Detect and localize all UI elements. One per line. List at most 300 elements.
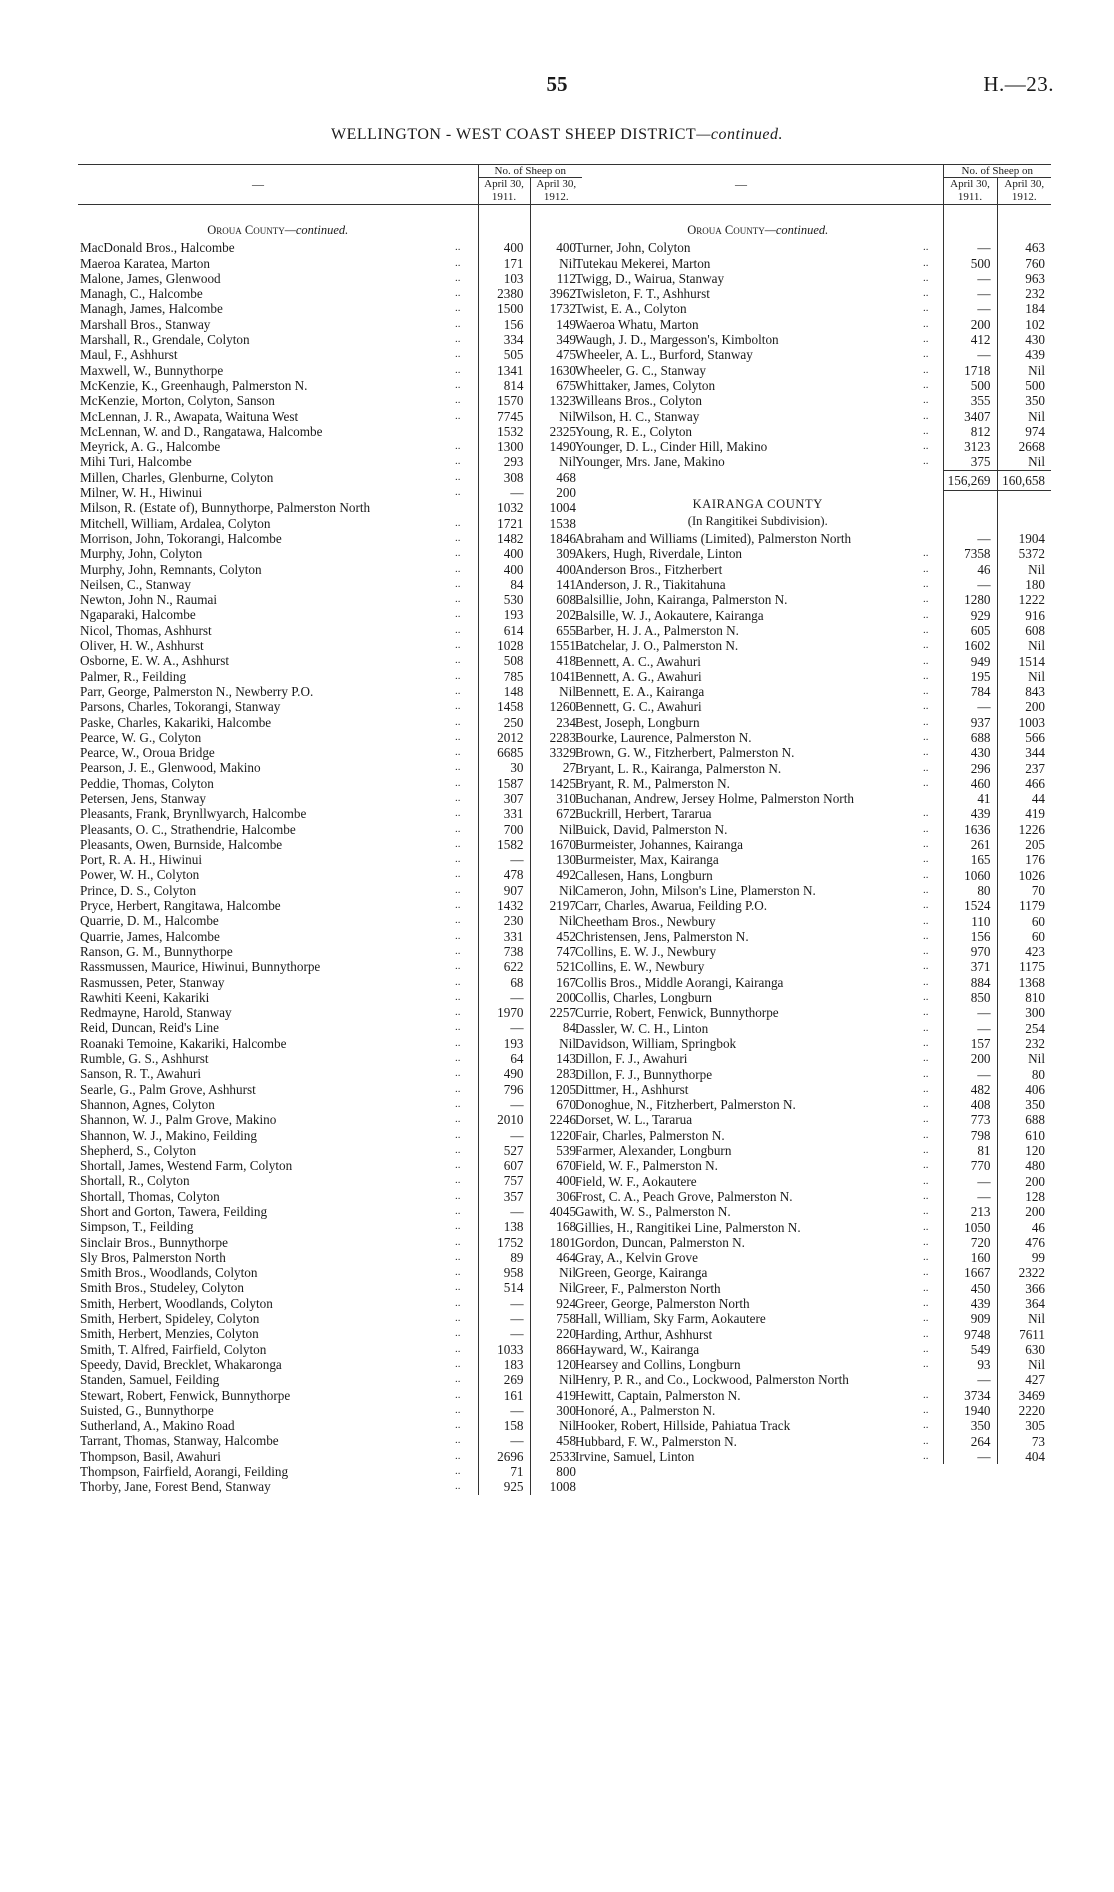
leader-dots: .. — [455, 1449, 461, 1462]
sheep-1911: 909 — [943, 1311, 997, 1326]
holder-name: Shepherd, S., Colyton — [80, 1142, 197, 1158]
sheep-1911: 505 — [478, 347, 530, 362]
table-row — [573, 699, 1051, 714]
sheep-1911: 331 — [478, 806, 530, 821]
leader-dots: .. — [923, 731, 929, 743]
holder-name: Petersen, Jens, Stanway — [80, 790, 206, 806]
sheep-1912: 1538 — [530, 516, 582, 531]
table-row — [78, 577, 582, 592]
sheep-1911: — — [943, 301, 997, 316]
leader-dots: .. — [923, 1189, 929, 1202]
sheep-1911: 331 — [478, 929, 530, 944]
sheep-1912: 2220 — [997, 1403, 1051, 1418]
leader-dots: .. — [455, 378, 461, 391]
sheep-1912: 2668 — [997, 439, 1051, 454]
holder-name: McLennan, J. R., Awapata, Waituna West — [80, 408, 299, 424]
holder-name: Anderson Bros., Fitzherbert — [575, 561, 723, 577]
leader-dots: .. — [455, 899, 461, 912]
table-row — [573, 730, 1051, 745]
table-row — [78, 1250, 582, 1265]
sheep-1912: 283 — [530, 1066, 582, 1081]
leader-dots: .. — [455, 715, 461, 728]
holder-name: Carr, Charles, Awarua, Feilding P.O. — [575, 898, 768, 914]
holder-name: Pearce, W. G., Colyton — [80, 729, 202, 745]
leader-dots: .. — [923, 1388, 929, 1401]
sheep-1912: 476 — [997, 1235, 1051, 1250]
table-row — [573, 1372, 1051, 1387]
sheep-1911: 158 — [478, 1418, 530, 1433]
table-row — [78, 913, 582, 928]
sheep-1911: 850 — [943, 990, 997, 1005]
sheep-1912: 2283 — [530, 730, 582, 745]
table-row — [573, 378, 1051, 393]
sheep-1911: 156 — [943, 929, 997, 944]
total-row — [573, 470, 1051, 490]
sheep-1912: 176 — [997, 852, 1051, 867]
table-row — [78, 699, 582, 714]
holder-name: Frost, C. A., Peach Grove, Palmerston N. — [575, 1188, 793, 1204]
holder-name: Millen, Charles, Glenburne, Colyton — [80, 469, 274, 485]
holder-name: Rawhiti Keeni, Kakariki — [80, 989, 210, 1005]
holder-name: Speedy, David, Brecklet, Whakaronga — [80, 1356, 282, 1372]
table-row — [78, 1372, 582, 1387]
holder-name: Gray, A., Kelvin Grove — [575, 1250, 698, 1266]
leader-dots: .. — [923, 593, 929, 606]
table-row — [78, 1082, 582, 1097]
table-row — [78, 1020, 582, 1035]
leader-dots: .. — [923, 1220, 929, 1233]
holder-name: Balsille, W. J., Aokautere, Kairanga — [575, 607, 764, 623]
holder-name: Maeroa Karatea, Marton — [80, 255, 210, 271]
table-row — [78, 745, 582, 760]
holder-name: Palmer, R., Feilding — [80, 668, 187, 684]
holder-name: Collins, E. W., Newbury — [575, 959, 705, 975]
leader-dots: .. — [923, 1419, 929, 1432]
table-row — [78, 653, 582, 668]
table-row — [78, 1311, 582, 1326]
holder-name: Osborne, E. W. A., Ashhurst — [80, 653, 230, 669]
table-row — [78, 424, 582, 439]
sheep-1912: 205 — [997, 837, 1051, 852]
sheep-1911: — — [478, 1311, 530, 1326]
sheep-1911: 605 — [943, 623, 997, 638]
sheep-1912: 200 — [530, 990, 582, 1005]
sheep-1912: 306 — [530, 1189, 582, 1204]
sheep-1912: 1205 — [530, 1082, 582, 1097]
sheep-1911: 1940 — [943, 1403, 997, 1418]
holder-name: Fair, Charles, Palmerston N. — [575, 1127, 725, 1143]
holder-name: Callesen, Hans, Longburn — [575, 867, 713, 883]
sheep-1912: Nil — [530, 1372, 582, 1387]
holder-name: Pleasants, Frank, Brynllwyarch, Halcombe — [80, 806, 307, 822]
sheep-1912: 924 — [530, 1296, 582, 1311]
leader-dots: .. — [923, 868, 929, 881]
table-row — [573, 791, 1051, 806]
sheep-1912: Nil — [530, 1280, 582, 1295]
sheep-1912: 843 — [997, 684, 1051, 699]
sheep-1912: 130 — [530, 852, 582, 867]
table-row — [573, 1281, 1051, 1296]
sheep-1912: 747 — [530, 944, 582, 959]
leader-dots: .. — [455, 1021, 461, 1034]
table-row — [78, 730, 582, 745]
sheep-1911: — — [943, 577, 997, 592]
table-row — [573, 347, 1051, 362]
holder-name: Wheeler, G. C., Stanway — [575, 362, 706, 378]
sheep-1911: 958 — [478, 1265, 530, 1280]
sheep-1912: Nil — [530, 1418, 582, 1433]
table-row — [573, 1158, 1051, 1173]
table-row — [573, 1434, 1051, 1449]
sheep-1912: 310 — [530, 791, 582, 806]
page-heading — [0, 126, 1114, 144]
holder-name: Greer, George, Palmerston North — [575, 1295, 750, 1311]
sheep-1911: 784 — [943, 684, 997, 699]
table-row — [78, 454, 582, 469]
leader-dots: .. — [455, 1357, 461, 1370]
holder-name: Sanson, R. T., Awahuri — [80, 1066, 202, 1082]
sheep-1912: 84 — [530, 1020, 582, 1035]
holder-name: Smith Bros., Studeley, Colyton — [80, 1280, 244, 1296]
leader-dots: .. — [923, 394, 929, 407]
table-row — [573, 654, 1051, 669]
holder-name: Gillies, H., Rangitikei Line, Palmerston N. — [575, 1219, 801, 1235]
leader-dots: .. — [923, 271, 929, 284]
leader-dots: .. — [455, 807, 461, 820]
holder-name: Quarrie, D. M., Halcombe — [80, 913, 219, 929]
table-row — [78, 623, 582, 638]
table-row — [78, 791, 582, 806]
section-heading — [78, 213, 582, 240]
section-suffix: —continued. — [284, 223, 349, 237]
leader-dots: .. — [923, 1036, 929, 1049]
leader-dots: .. — [923, 424, 929, 437]
sheep-1911: 30 — [478, 760, 530, 775]
sheep-1912: Nil — [530, 684, 582, 699]
sheep-1911: 71 — [478, 1464, 530, 1479]
leader-dots: .. — [923, 776, 929, 789]
sheep-1912: 237 — [997, 761, 1051, 776]
leader-dots: .. — [455, 455, 461, 468]
sheep-1912: 350 — [997, 393, 1051, 408]
sheep-1911: 230 — [478, 913, 530, 928]
left-table — [78, 164, 582, 1495]
sheep-1912: 418 — [530, 653, 582, 668]
leader-dots: .. — [923, 929, 929, 942]
sheep-1912: 364 — [997, 1296, 1051, 1311]
table-row — [78, 1388, 582, 1403]
table-row — [573, 1051, 1051, 1066]
leader-dots: .. — [923, 822, 929, 835]
sheep-1911: — — [478, 990, 530, 1005]
sheep-1911: — — [478, 1204, 530, 1219]
table-row — [78, 1479, 582, 1494]
table-row — [573, 623, 1051, 638]
sheep-1912: 400 — [530, 562, 582, 577]
leader-dots: .. — [923, 256, 929, 269]
leader-dots: .. — [455, 562, 461, 575]
holder-name: Rasmussen, Peter, Stanway — [80, 974, 225, 990]
holder-name: Collis Bros., Middle Aorangi, Kairanga — [575, 974, 784, 990]
table-row — [573, 1250, 1051, 1265]
header-col-1911: April 30, 1911. — [478, 178, 530, 205]
sheep-1911: 688 — [943, 730, 997, 745]
table-row — [573, 1174, 1051, 1189]
sheep-1911: 355 — [943, 393, 997, 408]
leader-dots: .. — [923, 1312, 929, 1325]
sheep-1912: Nil — [530, 1265, 582, 1280]
sheep-1912: 1323 — [530, 393, 582, 408]
table-row — [78, 439, 582, 454]
table-row — [78, 1005, 582, 1020]
sheep-1911: 200 — [943, 1051, 997, 1066]
sheep-1911: 738 — [478, 944, 530, 959]
header-group: No. of Sheep on — [478, 165, 582, 178]
sheep-1911: 907 — [478, 883, 530, 898]
sheep-1911: 68 — [478, 975, 530, 990]
sheep-1912: 2246 — [530, 1112, 582, 1127]
sheep-1911: 64 — [478, 1051, 530, 1066]
holder-name: Davidson, William, Springbok — [575, 1035, 737, 1051]
sheep-1912: 80 — [997, 1067, 1051, 1082]
table-row — [78, 409, 582, 424]
sheep-1912: Nil — [530, 256, 582, 271]
sheep-1911: 93 — [943, 1357, 997, 1372]
sheep-1912: Nil — [997, 638, 1051, 653]
sheep-1911: 1524 — [943, 898, 997, 913]
table-row — [573, 776, 1051, 791]
leader-dots: .. — [455, 516, 461, 529]
holder-name: Short and Gorton, Tawera, Feilding — [80, 1204, 268, 1219]
sheep-1911: 814 — [478, 378, 530, 393]
sheep-1911: 460 — [943, 776, 997, 791]
leader-dots: .. — [455, 730, 461, 743]
leader-dots: .. — [455, 623, 461, 636]
sheep-1912: 492 — [530, 867, 582, 882]
leader-dots: .. — [455, 1281, 461, 1294]
holder-name: Farmer, Alexander, Longburn — [575, 1143, 732, 1159]
holder-name: Smith, Herbert, Menzies, Colyton — [80, 1326, 259, 1342]
sheep-1911: 514 — [478, 1280, 530, 1295]
sheep-1911: 3123 — [943, 439, 997, 454]
sheep-1911: 527 — [478, 1143, 530, 1158]
holder-name: Shortall, Thomas, Colyton — [80, 1188, 220, 1204]
sheep-1911: 1060 — [943, 868, 997, 883]
leader-dots: .. — [455, 470, 461, 483]
holder-name: Malone, James, Glenwood — [80, 270, 221, 286]
holder-name: Bennett, A. G., Awahuri — [575, 668, 702, 684]
holder-name: Hearsey and Collins, Longburn — [575, 1357, 741, 1373]
sheep-1912: 655 — [530, 623, 582, 638]
sheep-1912: 128 — [997, 1189, 1051, 1204]
holder-name: Quarrie, James, Halcombe — [80, 928, 220, 944]
holder-name: Maxwell, W., Bunnythorpe — [80, 362, 224, 378]
header-dash: — — [573, 165, 909, 205]
table-row — [573, 256, 1051, 271]
holder-name: Gawith, W. S., Palmerston N. — [575, 1204, 731, 1220]
holder-name: Rumble, G. S., Ashhurst — [80, 1051, 209, 1067]
leader-dots: .. — [455, 1373, 461, 1386]
table-row — [78, 867, 582, 882]
leader-dots: .. — [455, 363, 461, 376]
holder-name: Thompson, Fairfield, Aorangi, Feilding — [80, 1464, 289, 1480]
sheep-1912: 300 — [997, 1005, 1051, 1020]
sheep-1911: 84 — [478, 577, 530, 592]
sheep-1911: 1721 — [478, 516, 530, 531]
holder-name: Smith Bros., Woodlands, Colyton — [80, 1265, 258, 1281]
holder-name: Pearson, J. E., Glenwood, Makino — [80, 760, 261, 776]
leader-dots: .. — [923, 1251, 929, 1264]
table-row — [573, 959, 1051, 974]
table-row — [78, 1449, 582, 1464]
holder-name: Ranson, G. M., Bunnythorpe — [80, 943, 233, 959]
leader-dots: .. — [923, 1082, 929, 1095]
sheep-1911: 156 — [478, 317, 530, 332]
sheep-1911: 549 — [943, 1342, 997, 1357]
sheep-1912: 46 — [997, 1220, 1051, 1235]
sheep-1911: 89 — [478, 1250, 530, 1265]
sheep-1911: 770 — [943, 1158, 997, 1173]
leader-dots: .. — [923, 700, 929, 713]
table-row — [573, 837, 1051, 852]
leader-dots: .. — [455, 929, 461, 942]
sheep-1911: — — [943, 1021, 997, 1036]
leader-dots: .. — [455, 1312, 461, 1325]
holder-name: Oliver, H. W., Ashhurst — [80, 638, 204, 654]
sheep-1912: Nil — [530, 1036, 582, 1051]
table-row — [573, 1296, 1051, 1311]
sheep-1912: 1670 — [530, 837, 582, 852]
sheep-1912: 1490 — [530, 439, 582, 454]
leader-dots: .. — [455, 1388, 461, 1401]
heading-text: WELLINGTON - WEST COAST SHEEP DISTRICT — [330, 126, 697, 143]
leader-dots: .. — [923, 746, 929, 759]
holder-name: Sly Bros, Palmerston North — [80, 1249, 226, 1265]
sheep-1912: 427 — [997, 1372, 1051, 1387]
sheep-1911: 261 — [943, 837, 997, 852]
sheep-1912: Nil — [997, 363, 1051, 378]
sheep-1912: 2257 — [530, 1005, 582, 1020]
holder-name: Pryce, Herbert, Rangitawa, Halcombe — [80, 898, 281, 914]
holder-name: Smith, T. Alfred, Fairfield, Colyton — [80, 1341, 267, 1357]
table-row — [78, 1219, 582, 1234]
leader-dots: .. — [455, 1082, 461, 1095]
sheep-1912: Nil — [997, 562, 1051, 577]
holder-name: Managh, James, Halcombe — [80, 301, 223, 317]
sheep-1911: 183 — [478, 1357, 530, 1372]
table-row — [78, 1051, 582, 1066]
sheep-1911: 160 — [943, 1250, 997, 1265]
holder-name: Turner, John, Colyton — [575, 240, 691, 256]
sheep-1911: 1280 — [943, 592, 997, 607]
holder-name: Shannon, W. J., Makino, Feilding — [80, 1127, 257, 1143]
table-row — [573, 852, 1051, 867]
holder-name: Abraham and Williams (Limited), Palmerston North — [575, 531, 852, 547]
heading-suffix: —continued. — [696, 126, 784, 143]
leader-dots: .. — [455, 1327, 461, 1340]
sheep-1912: Nil — [997, 1357, 1051, 1372]
table-row — [573, 1143, 1051, 1158]
holder-name: Simpson, T., Feilding — [80, 1219, 194, 1235]
header-group: No. of Sheep on — [943, 165, 1051, 178]
sheep-1912: 167 — [530, 975, 582, 990]
sheep-1912: 220 — [530, 1326, 582, 1341]
sheep-1911: 607 — [478, 1158, 530, 1173]
table-row — [573, 1097, 1051, 1112]
sheep-1911: 103 — [478, 271, 530, 286]
leader-dots: .. — [455, 547, 461, 560]
sheep-1911: 250 — [478, 715, 530, 730]
sheep-1912: 675 — [530, 378, 582, 393]
table-row — [573, 1067, 1051, 1082]
table-row — [78, 760, 582, 775]
table-row — [78, 1403, 582, 1418]
table-row — [78, 1280, 582, 1295]
holder-name: Bennett, E. A., Kairanga — [575, 684, 705, 700]
sheep-1911: 478 — [478, 867, 530, 882]
section-subtitle: (In Rangitikei Subdivision). — [687, 513, 828, 528]
sheep-1911: 2696 — [478, 1449, 530, 1464]
holder-name: Bryant, R. M., Palmerston N. — [575, 775, 730, 791]
sheep-1911: — — [943, 286, 997, 301]
table-row — [573, 975, 1051, 990]
holder-name: Thompson, Basil, Awahuri — [80, 1448, 221, 1464]
sheep-1911: 161 — [478, 1388, 530, 1403]
leader-dots: .. — [923, 1098, 929, 1111]
leader-dots: .. — [923, 1006, 929, 1019]
sheep-1911: 785 — [478, 669, 530, 684]
sheep-1912: Nil — [997, 409, 1051, 424]
sheep-1912: 475 — [530, 347, 582, 362]
sheep-1911: 1050 — [943, 1220, 997, 1235]
holder-name: Cheetham Bros., Newbury — [575, 913, 716, 929]
table-row — [573, 1357, 1051, 1372]
table-row — [573, 454, 1051, 470]
holder-name: Buckrill, Herbert, Tararua — [575, 806, 712, 822]
holder-name: Searle, G., Palm Grove, Ashhurst — [80, 1081, 256, 1097]
holder-name: Barber, H. J. A., Palmerston N. — [575, 622, 739, 638]
table-row — [78, 1112, 582, 1127]
table-row — [78, 990, 582, 1005]
sheep-1911: 949 — [943, 654, 997, 669]
leader-dots: .. — [923, 853, 929, 866]
leader-dots: .. — [455, 1419, 461, 1432]
table-row — [78, 837, 582, 852]
total-1912: 160,658 — [997, 470, 1051, 490]
header-dash: — — [78, 165, 438, 205]
sheep-1912: Nil — [530, 822, 582, 837]
sheep-1911: — — [943, 271, 997, 286]
sheep-1912: 184 — [997, 301, 1051, 316]
holder-name: Murphy, John, Colyton — [80, 546, 203, 562]
sheep-1911: 3734 — [943, 1388, 997, 1403]
table-row — [573, 1327, 1051, 1342]
sheep-1912: Nil — [997, 1051, 1051, 1066]
leader-dots: .. — [923, 807, 929, 820]
table-row — [573, 1220, 1051, 1235]
sheep-1912: 566 — [997, 730, 1051, 745]
table-row — [573, 332, 1051, 347]
table-row — [573, 1311, 1051, 1326]
holder-name: Pearce, W., Oroua Bridge — [80, 745, 215, 761]
sheep-1912: 404 — [997, 1449, 1051, 1464]
sheep-1912: 234 — [530, 715, 582, 730]
table-row — [78, 531, 582, 546]
sheep-1912: 141 — [530, 577, 582, 592]
sheep-1912: 2325 — [530, 424, 582, 439]
sheep-1911: 490 — [478, 1066, 530, 1081]
holder-name: Irvine, Samuel, Linton — [575, 1448, 695, 1464]
